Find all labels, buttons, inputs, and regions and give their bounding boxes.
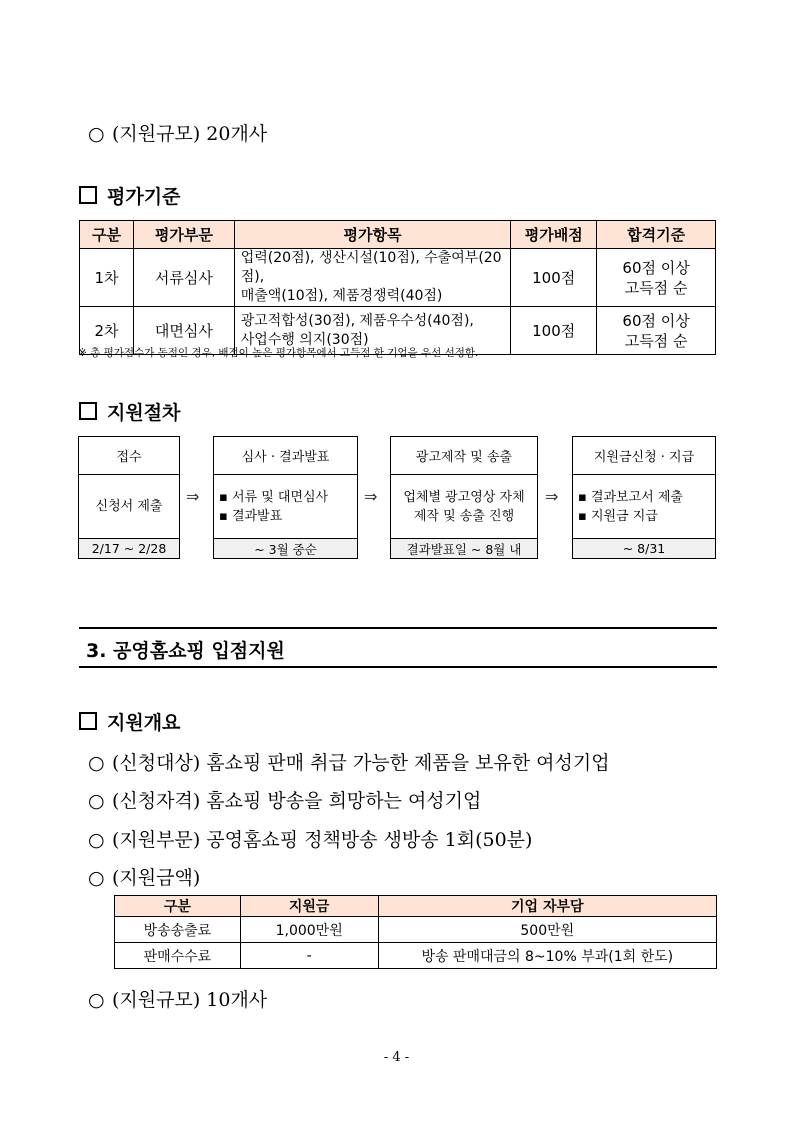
step-body-line: 업체별 광고영상 자체 <box>403 489 525 505</box>
fund-cell: 방송송출료 <box>115 917 241 943</box>
overview-bullet <box>88 825 532 852</box>
step-foot: 2/17 ~ 2/28 <box>79 538 179 558</box>
double-arrow-icon: ⇒ <box>186 487 200 506</box>
score-cell: 100점 <box>511 307 597 355</box>
fund-header-row <box>115 896 717 917</box>
step-body <box>573 475 715 538</box>
step-foot: ~ 8/31 <box>573 538 715 558</box>
header-cell: 평가항목 <box>234 221 511 249</box>
step-foot: ~ 3월 중순 <box>214 538 357 558</box>
step-head: 접수 <box>79 437 179 475</box>
bullet-text: (신청자격) 홈쇼핑 방송을 희망하는 여성기업 <box>112 790 482 812</box>
scale-bullet-top <box>88 119 267 146</box>
items-line: 광고적합성(30점), 제품우수성(40점), <box>240 312 474 329</box>
step-body <box>214 475 357 538</box>
table-row <box>80 249 716 307</box>
header-cell: 평가부문 <box>133 221 234 249</box>
proc-step-review <box>213 436 358 559</box>
step-body-line: 제작 및 송출 진행 <box>413 508 515 524</box>
header-cell: 구분 <box>80 221 134 249</box>
step-foot: 결과발표일 ~ 8월 내 <box>391 538 537 558</box>
bullet-marker: ○ <box>88 989 105 1011</box>
step-head: 심사 · 결과발표 <box>214 437 357 475</box>
step-body-line: ▪ 결과발표 <box>219 508 283 524</box>
header-cell: 지원금 <box>240 896 378 917</box>
eval-note: ※ 총 평가점수가 동점인 경우, 배점이 높은 평가항목에서 고득점 한 기업을 우선 선정함. <box>78 347 479 359</box>
proc-step-receive <box>78 436 180 559</box>
type-cell: 대면심사 <box>133 307 234 355</box>
overview-heading <box>79 708 180 735</box>
fund-cell: - <box>240 943 378 969</box>
items-line: 업력(20점), 생산시설(10점), 수출여부(20점), <box>240 250 502 285</box>
bullet-marker: ○ <box>88 123 105 145</box>
bullet-marker: ○ <box>88 752 105 774</box>
scale-bullet-bottom <box>88 985 267 1012</box>
step-body-line: 신청서 제출 <box>95 499 163 514</box>
page-number: - 4 - <box>383 1050 410 1065</box>
proc-step-production <box>390 436 538 559</box>
bullet-marker: ○ <box>88 867 105 889</box>
overview-bullet <box>88 786 481 813</box>
table-row <box>115 943 717 969</box>
fund-cell: 판매수수료 <box>115 943 241 969</box>
header-cell: 기업 자부담 <box>378 896 716 917</box>
scale-text: (지원규모) 10개사 <box>112 989 268 1011</box>
double-arrow-icon: ⇒ <box>545 487 559 506</box>
overview-bullet <box>88 748 610 775</box>
items-line: 매출액(10점), 제품경쟁력(40점) <box>240 288 443 304</box>
step-body-line: ▪ 결과보고서 제출 <box>578 489 683 505</box>
scale-text: (지원규모) 20개사 <box>112 123 268 145</box>
bullet-text: (지원금액) <box>112 867 201 889</box>
eval-title: 평가기준 <box>107 186 181 208</box>
stage-cell: 1차 <box>80 249 134 307</box>
eval-table <box>79 220 716 355</box>
bullet-marker: ○ <box>88 790 105 812</box>
fund-cell: 방송 판매대금의 8~10% 부과(1회 한도) <box>378 943 716 969</box>
step-body-line: ▪ 지원금 지급 <box>578 508 658 524</box>
pass-line: 60점 이상 <box>622 311 690 330</box>
proc-title: 지원절차 <box>107 402 181 424</box>
proc-step-payment <box>572 436 716 559</box>
step-body-line: ▪ 서류 및 대면심사 <box>219 489 329 505</box>
checkbox-square-icon <box>79 186 97 204</box>
pass-line: 60점 이상 <box>622 258 690 277</box>
items-cell <box>234 249 511 307</box>
score-cell: 100점 <box>511 249 597 307</box>
header-cell: 평가배점 <box>511 221 597 249</box>
step-head: 지원금신청 · 지급 <box>573 437 715 475</box>
table-row <box>115 917 717 943</box>
header-cell: 합격기준 <box>597 221 716 249</box>
double-arrow-icon: ⇒ <box>364 487 378 506</box>
bullet-text: (신청대상) 홈쇼핑 판매 취급 가능한 제품을 보유한 여성기업 <box>112 752 610 774</box>
type-cell: 서류심사 <box>133 249 234 307</box>
pass-line: 고득점 순 <box>624 278 688 297</box>
fund-cell: 500만원 <box>378 917 716 943</box>
pass-cell <box>597 249 716 307</box>
stage-cell: 2차 <box>80 307 134 355</box>
section3-title: 3. 공영홈쇼핑 입점지원 <box>86 640 285 662</box>
overview-title: 지원개요 <box>107 712 181 734</box>
eval-heading <box>79 182 180 209</box>
overview-bullet <box>88 863 200 890</box>
section-rule-bottom <box>79 666 717 668</box>
fund-table <box>114 895 717 969</box>
bullet-text: (지원부문) 공영홈쇼핑 정책방송 생방송 1회(50분) <box>112 829 533 851</box>
bullet-marker: ○ <box>88 829 105 851</box>
step-head: 광고제작 및 송출 <box>391 437 537 475</box>
section-rule-top <box>79 627 717 629</box>
step-body <box>391 475 537 538</box>
step-body <box>79 475 179 538</box>
checkbox-square-icon <box>79 402 97 420</box>
pass-line: 고득점 순 <box>624 331 688 350</box>
fund-cell: 1,000만원 <box>240 917 378 943</box>
header-cell: 구분 <box>115 896 241 917</box>
proc-heading <box>79 398 180 425</box>
pass-cell <box>597 307 716 355</box>
eval-header-row <box>80 221 716 249</box>
checkbox-square-icon <box>79 712 97 730</box>
items-line: 사업수행 의지(30점) <box>240 331 369 348</box>
